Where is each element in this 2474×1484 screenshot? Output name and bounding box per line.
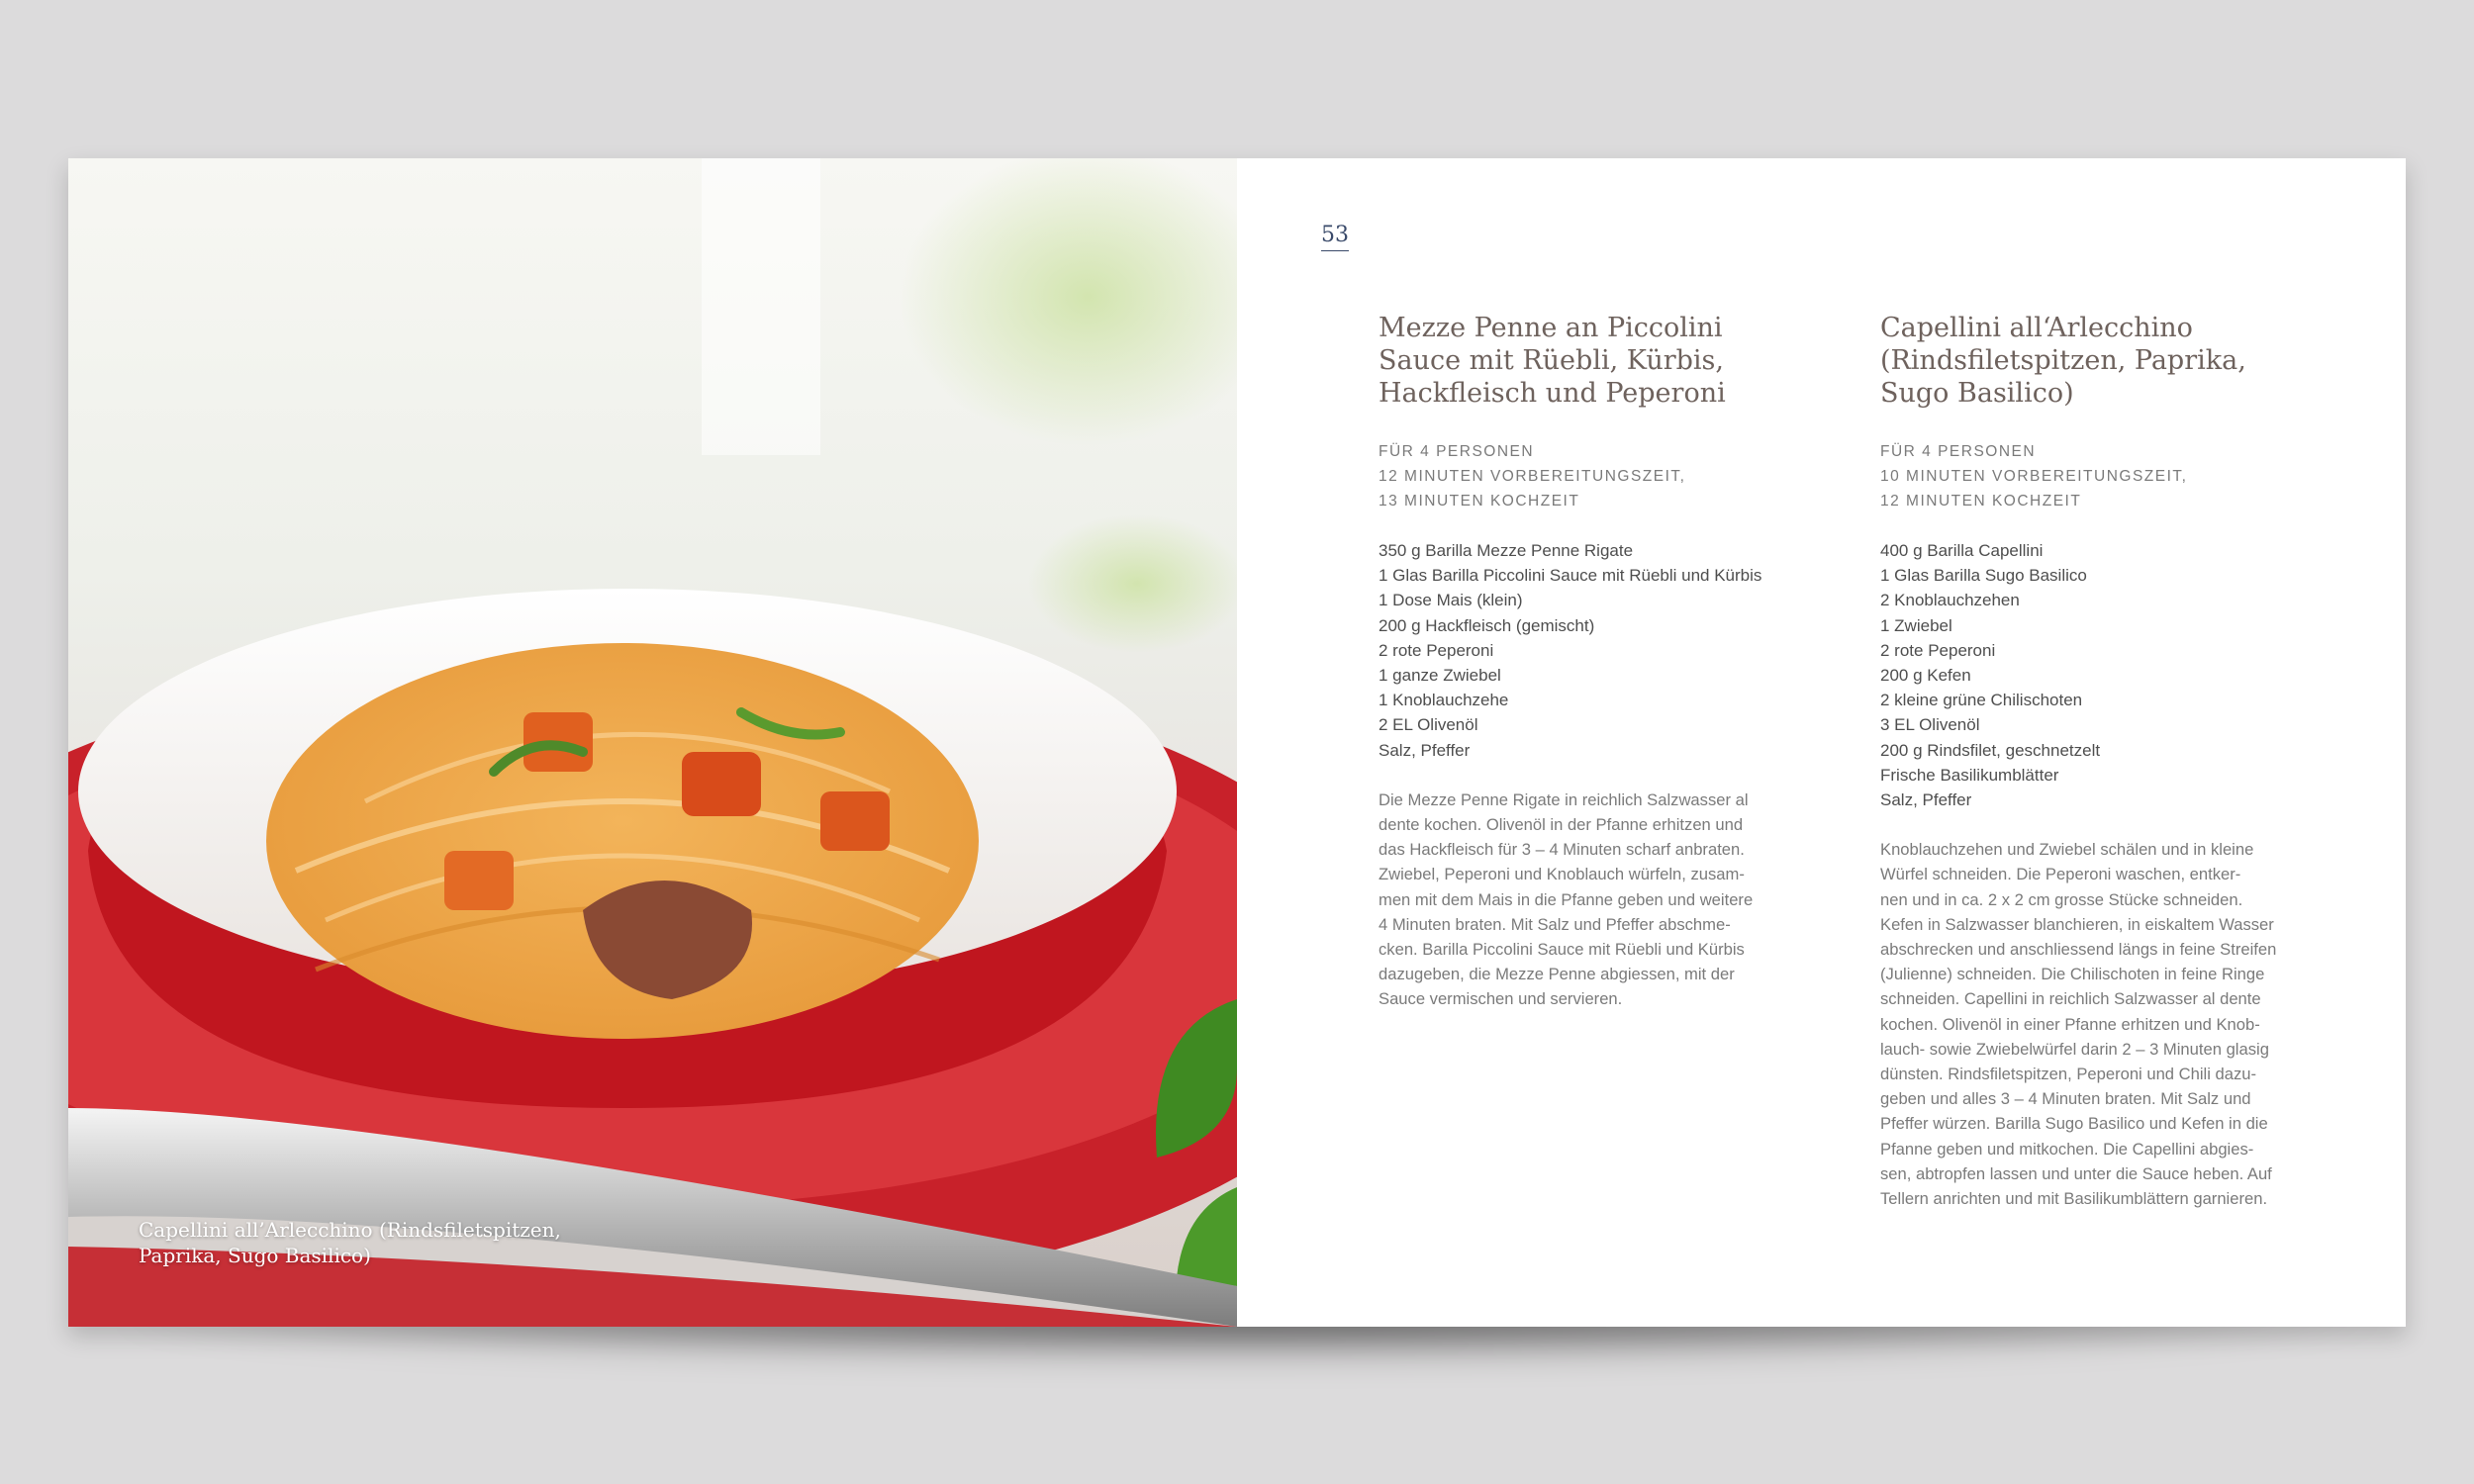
- title-line: (Rindsfiletspitzen, Paprika,: [1880, 345, 2246, 376]
- method-line: cken. Barilla Piccolini Sauce mit Rüebli und Kürbis: [1379, 940, 1745, 960]
- method-line: schneiden. Capellini in reichlich Salzwasser al dente: [1880, 989, 2261, 1009]
- photo-caption: [139, 1217, 653, 1268]
- pepper-piece: [682, 752, 761, 816]
- title-line: Hackfleisch und Peperoni: [1379, 378, 1726, 409]
- ingredient-item: 1 Knoblauchzehe: [1379, 691, 1509, 710]
- method-line: geben und alles 3 – 4 Minuten braten. Mit Salz und: [1880, 1089, 2251, 1109]
- method-line: lauch- sowie Zwiebelwürfel darin 2 – 3 Minuten glasig: [1880, 1039, 2269, 1059]
- method-line: Knoblauchzehen und Zwiebel schälen und in kleine: [1880, 840, 2254, 860]
- meta-line: 12 MINUTEN VORBEREITUNGSZEIT,: [1379, 468, 1686, 485]
- background-highlight: [702, 158, 820, 455]
- method-line: Pfeffer würzen. Barilla Sugo Basilico und Kefen in die: [1880, 1114, 2268, 1134]
- method-line: Kefen in Salzwasser blanchieren, in eiskaltem Wasser: [1880, 914, 2274, 934]
- method-line: Würfel schneiden. Die Peperoni waschen, entker-: [1880, 865, 2241, 884]
- method-line: nen und in ca. 2 x 2 cm grosse Stücke schneiden.: [1880, 889, 2243, 909]
- ingredient-item: 1 Dose Mais (klein): [1379, 591, 1523, 610]
- method-line: Sauce vermischen und servieren.: [1379, 989, 1623, 1009]
- meta-line: FÜR 4 PERSONEN: [1379, 443, 1535, 460]
- meta-line: 10 MINUTEN VORBEREITUNGSZEIT,: [1880, 468, 2188, 485]
- recipe-mezze-penne: [1379, 312, 1804, 1012]
- ingredient-item: 2 Knoblauchzehen: [1880, 591, 2020, 610]
- caption-line: Capellini all’Arlecchino (Rindsfiletspitzen,: [139, 1218, 561, 1242]
- method-line: dazugeben, die Mezze Penne abgiessen, mit der: [1379, 965, 1735, 984]
- page-number: 53: [1321, 223, 1349, 251]
- recipe-title: [1880, 312, 2306, 410]
- method-line: dünsten. Rindsfiletspitzen, Peperoni und Chili dazu-: [1880, 1065, 2257, 1084]
- method-line: abschrecken und anschliessend längs in feine Streifen: [1880, 940, 2277, 960]
- ingredient-item: 200 g Hackfleisch (gemischt): [1379, 615, 1595, 635]
- title-line: Mezze Penne an Piccolini: [1379, 313, 1723, 343]
- title-line: Sugo Basilico): [1880, 378, 2074, 409]
- method-text: [1880, 837, 2306, 1211]
- pepper-piece: [820, 791, 890, 851]
- meta-line: FÜR 4 PERSONEN: [1880, 443, 2037, 460]
- recipe-capellini: [1880, 312, 2306, 1211]
- ingredient-item: 200 g Rindsfilet, geschnetzelt: [1880, 740, 2101, 760]
- caption-line: Paprika, Sugo Basilico): [139, 1244, 371, 1267]
- recipe-title: [1379, 312, 1804, 410]
- method-line: das Hackfleisch für 3 – 4 Minuten scharf anbraten.: [1379, 840, 1745, 860]
- background-glass: [900, 158, 1237, 445]
- recipe-meta: [1880, 439, 2306, 513]
- method-line: 4 Minuten braten. Mit Salz und Pfeffer abschme-: [1379, 914, 1731, 934]
- ingredient-item: Salz, Pfeffer: [1880, 790, 1972, 810]
- recipe-page: [1237, 158, 2406, 1327]
- pasta-dish-photo: [68, 158, 1237, 1327]
- background-greens: [1028, 514, 1237, 653]
- method-line: Tellern anrichten und mit Basilikumblättern garnieren.: [1880, 1189, 2268, 1209]
- meta-line: 12 MINUTEN KOCHZEIT: [1880, 493, 2082, 510]
- method-line: (Julienne) schneiden. Die Chilischoten in feine Ringe: [1880, 965, 2265, 984]
- ingredient-item: 400 g Barilla Capellini: [1880, 541, 2044, 560]
- ingredient-item: 2 rote Peperoni: [1880, 640, 1996, 660]
- ingredient-list: [1880, 538, 2306, 812]
- method-line: dente kochen. Olivenöl in der Pfanne erhitzen und: [1379, 815, 1744, 835]
- ingredient-item: 1 Zwiebel: [1880, 615, 1952, 635]
- ingredient-item: Frische Basilikumblätter: [1880, 765, 2059, 785]
- method-line: Pfanne geben und mitkochen. Die Capellini abgies-: [1880, 1139, 2254, 1159]
- pasta-dish-illustration: [68, 158, 1237, 1327]
- ingredient-item: 1 Glas Barilla Piccolini Sauce mit Rüebli und Kürbis: [1379, 566, 1762, 586]
- title-line: Sauce mit Rüebli, Kürbis,: [1379, 345, 1724, 376]
- ingredient-item: 1 ganze Zwiebel: [1379, 666, 1501, 686]
- ingredient-item: 2 kleine grüne Chilischoten: [1880, 691, 2083, 710]
- method-line: men mit dem Mais in die Pfanne geben und weitere: [1379, 889, 1754, 909]
- ingredient-item: 1 Glas Barilla Sugo Basilico: [1880, 566, 2087, 586]
- method-line: Zwiebel, Peperoni und Knoblauch würfeln, zusam-: [1379, 865, 1745, 884]
- method-line: Die Mezze Penne Rigate in reichlich Salzwasser al: [1379, 789, 1749, 809]
- ingredient-item: Salz, Pfeffer: [1379, 740, 1471, 760]
- ingredient-list: [1379, 538, 1804, 763]
- method-line: sen, abtropfen lassen und unter die Sauce heben. Auf: [1880, 1163, 2272, 1183]
- ingredient-item: 350 g Barilla Mezze Penne Rigate: [1379, 541, 1634, 560]
- ingredient-item: 2 rote Peperoni: [1379, 640, 1494, 660]
- book-spread: [68, 158, 2406, 1327]
- title-line: Capellini all‘Arlecchino: [1880, 313, 2193, 343]
- method-text: [1379, 788, 1804, 1012]
- ingredient-item: 200 g Kefen: [1880, 666, 1971, 686]
- method-line: kochen. Olivenöl in einer Pfanne erhitzen und Knob-: [1880, 1014, 2260, 1034]
- ingredient-item: 2 EL Olivenöl: [1379, 715, 1478, 735]
- ingredient-item: 3 EL Olivenöl: [1880, 715, 1980, 735]
- recipe-meta: [1379, 439, 1804, 513]
- meta-line: 13 MINUTEN KOCHZEIT: [1379, 493, 1580, 510]
- pepper-piece: [444, 851, 514, 910]
